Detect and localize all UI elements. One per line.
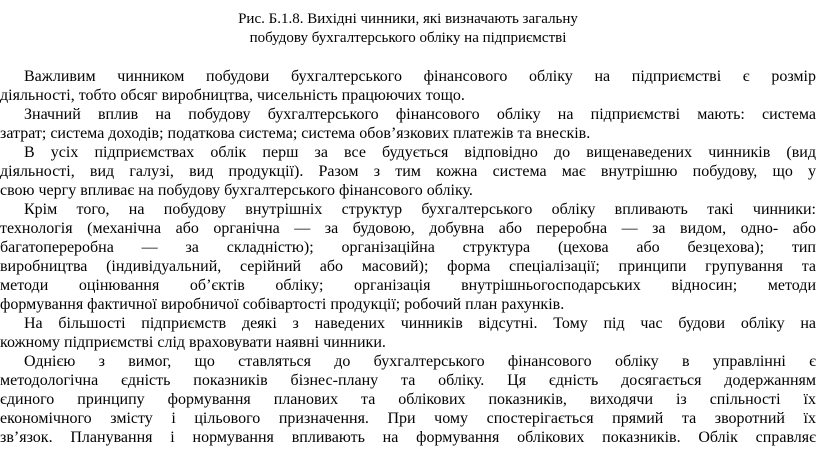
text-line: свою чергу впливає на побудову бухгалтерського фінансового обліку. [0, 182, 473, 199]
text-line: затрат; система доходів; податкова система; система обов’язкових платежів та внесків. [0, 125, 591, 142]
text-line: Однією з вимог, що ставляться до бухгалтерського фінансового обліку в управлінні є [24, 353, 816, 370]
text-line: виробництва (індивідуальний, серійний або масовий); форма спеціалізації; принципи групування та [0, 258, 816, 275]
text-line: економічного змісту і цільового призначення. При чому спостерігається прямий та зворотний їх [0, 410, 816, 427]
paragraph-5 [0, 314, 816, 352]
text-line: технологія (механічна або органічна — за будовою, добувна або переробна — за видом, одно- або [0, 220, 816, 237]
text-line: єдиного принципу формування планових та облікових показників, виходячи із спільності їх [0, 391, 816, 408]
caption-line: Рис. Б.1.8. Вихідні чинники, які визначають загальну [238, 11, 578, 27]
body-text [0, 67, 816, 447]
paragraph-6 [0, 352, 816, 447]
text-line: діяльності, вид галузі, вид продукції). Разом з тим кожна система має внутрішню побудову, що у [0, 163, 816, 180]
text-line: методи оцінювання об’єктів обліку; організація внутрішньогосподарських відносин; методи [0, 277, 816, 294]
figure-caption [0, 10, 816, 48]
text-line: Важливим чинником побудови бухгалтерського фінансового обліку на підприємстві є розмір [24, 68, 816, 85]
caption-line: побудову бухгалтерського обліку на підприємстві [249, 30, 567, 46]
text-line: формування фактичної виробничої собівартості продукції; робочий план рахунків. [0, 296, 565, 313]
text-line: методологічна єдність показників бізнес-плану та обліку. Ця єдність досягається додержанням [0, 372, 816, 389]
text-line: багатопереробна — за складністю); організаційна структура (цехова або безцехова); тип [0, 239, 816, 256]
paragraph-2 [0, 105, 816, 143]
text-line: Крім того, на побудову внутрішніх структур бухгалтерського обліку впливають такі чинники: [24, 201, 816, 218]
text-line: діяльності, тобто обсяг виробництва, чисельність працюючих тощо. [0, 87, 465, 104]
text-line: В усіх підприємствах облік перш за все будується відповідно до вищенаведених чинників (вид [24, 144, 816, 161]
paragraph-1 [0, 67, 816, 105]
text-line: кожному підприємстві слід враховувати наявні чинники. [0, 334, 386, 351]
text-line: зв’язок. Планування і нормування впливають на формування облікових показників. Облік справляє [0, 429, 816, 446]
text-line: Значний вплив на побудову бухгалтерського фінансового обліку на підприємстві мають: система [24, 106, 816, 123]
paragraph-3 [0, 143, 816, 200]
text-line: На більшості підприємств деякі з наведених чинників відсутні. Тому під час будови обліку на [24, 315, 816, 332]
paragraph-4 [0, 200, 816, 314]
